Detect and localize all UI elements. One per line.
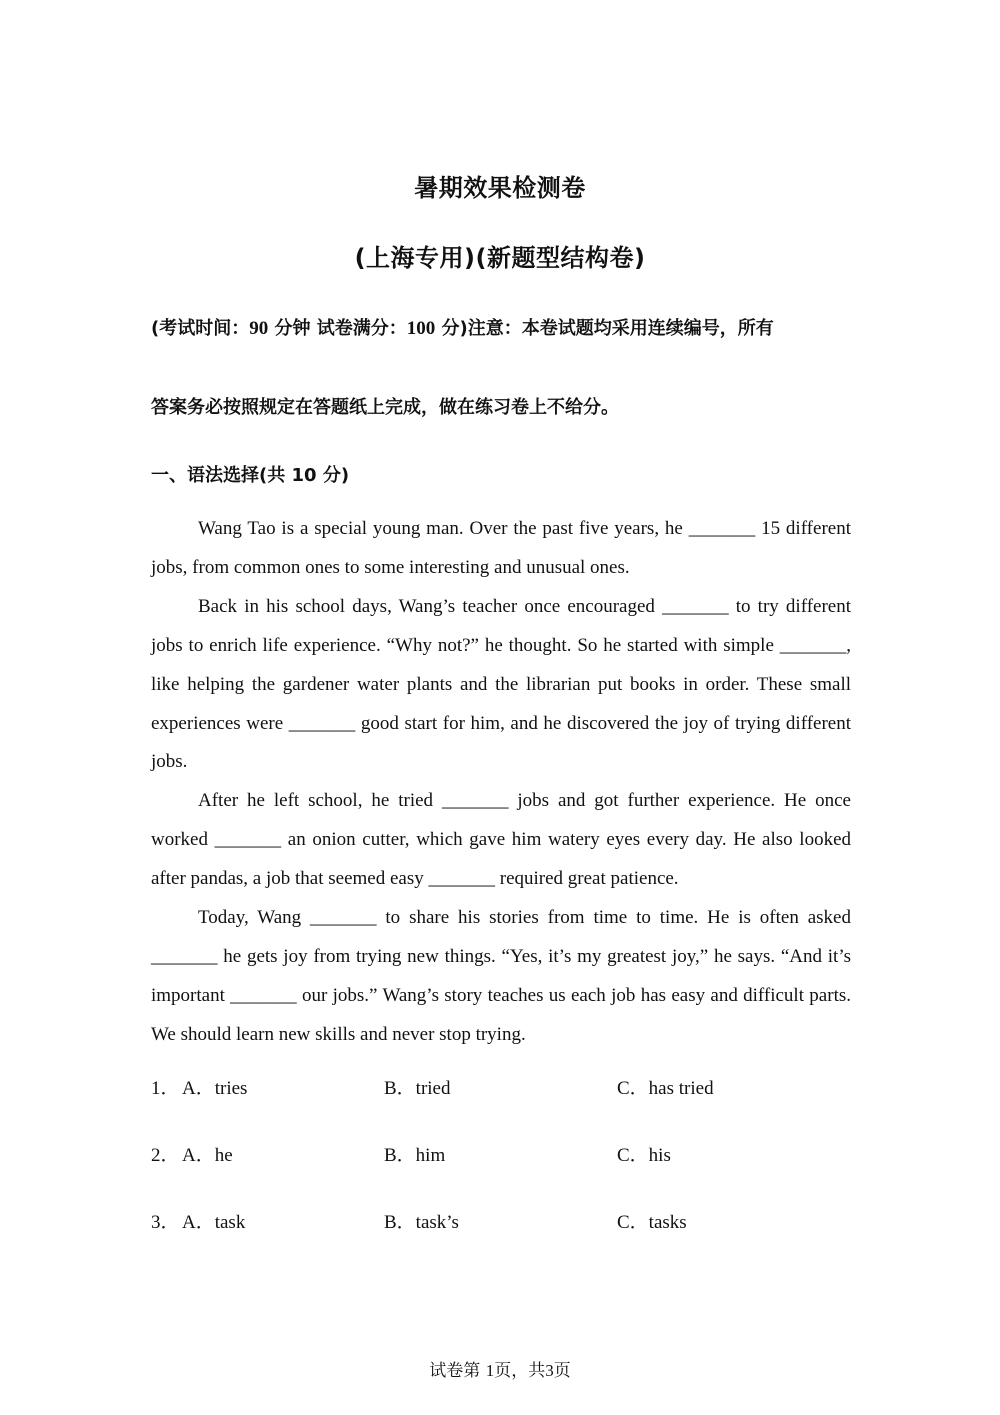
option-c[interactable]: C．tasks xyxy=(617,1212,687,1233)
option-a[interactable]: A．tries xyxy=(182,1078,248,1099)
footer-middle: 页，共 xyxy=(494,1361,546,1381)
option-c[interactable]: C．his xyxy=(617,1145,671,1166)
section-heading xyxy=(151,461,349,487)
exam-title: 暑期效果检测卷 xyxy=(414,174,586,202)
question-3 xyxy=(151,1201,851,1268)
question-number: 2． xyxy=(151,1145,180,1166)
notice-prefix: (考试时间： xyxy=(151,318,250,339)
reading-passage xyxy=(151,510,851,1055)
notice-time-unit: 分钟 试卷满分： xyxy=(268,318,407,339)
exam-notice-line-2: 答案务必按照规定在答题纸上完成，做在练习卷上不给分。 xyxy=(151,397,619,418)
option-b[interactable]: B．task’s xyxy=(384,1212,459,1233)
footer-prefix: 试卷第 xyxy=(429,1361,486,1381)
passage-paragraph-3: After he left school, he tried _______ jobs and got further experience. He once worked _______ an onion cutter, which gave him watery eyes every day. He also looked after pandas, a job that seemed easy _______ required great patience. xyxy=(151,790,851,890)
total-page-count: 3 xyxy=(545,1361,554,1380)
current-page-number: 1 xyxy=(485,1361,495,1380)
exam-subtitle: (上海专用)(新题型结构卷) xyxy=(354,244,646,272)
option-a[interactable]: A．he xyxy=(182,1145,233,1166)
notice-suffix: 分)注意：本卷试题均采用连续编号，所有 xyxy=(435,318,774,339)
option-a[interactable]: A．task xyxy=(182,1212,246,1233)
question-number: 3． xyxy=(151,1212,180,1233)
exam-score-value: 100 xyxy=(406,318,436,339)
option-b[interactable]: B．tried xyxy=(384,1078,451,1099)
passage-paragraph-2: Back in his school days, Wang’s teacher once encouraged _______ to try different jobs to enrich life experience. “Why not?” he thought. So he started with simple _______, like helping the gardener water plants and the librarian put books in order. These small experiences were _______ good start for him, and he discovered the joy of trying different jobs. xyxy=(151,595,851,773)
section-heading-prefix: 一、语法选择(共 xyxy=(151,465,292,486)
exam-time-value: 90 xyxy=(249,318,269,339)
option-c[interactable]: C．has tried xyxy=(617,1078,714,1099)
question-list xyxy=(151,1067,851,1268)
section-points: 10 xyxy=(291,465,317,486)
option-b[interactable]: B．him xyxy=(384,1145,446,1166)
question-2 xyxy=(151,1134,851,1201)
exam-notice-line-1 xyxy=(151,314,871,340)
passage-paragraph-4: Today, Wang _______ to share his stories from time to time. He is often asked _______ he gets joy from trying new things. “Yes, it’s my greatest joy,” he says. “And it’s important _______ our jobs.” Wang’s story teaches us each job has easy and difficult parts. We should learn new skills and never stop trying. xyxy=(151,907,851,1045)
passage-paragraph-1: Wang Tao is a special young man. Over the past five years, he _______ 15 different jobs, from common ones to some interesting and unusual ones. xyxy=(151,518,851,578)
question-number: 1． xyxy=(151,1078,180,1099)
question-1 xyxy=(151,1067,851,1134)
page-footer xyxy=(0,1356,1000,1381)
footer-suffix: 页 xyxy=(553,1361,571,1381)
section-heading-suffix: 分) xyxy=(316,465,350,486)
